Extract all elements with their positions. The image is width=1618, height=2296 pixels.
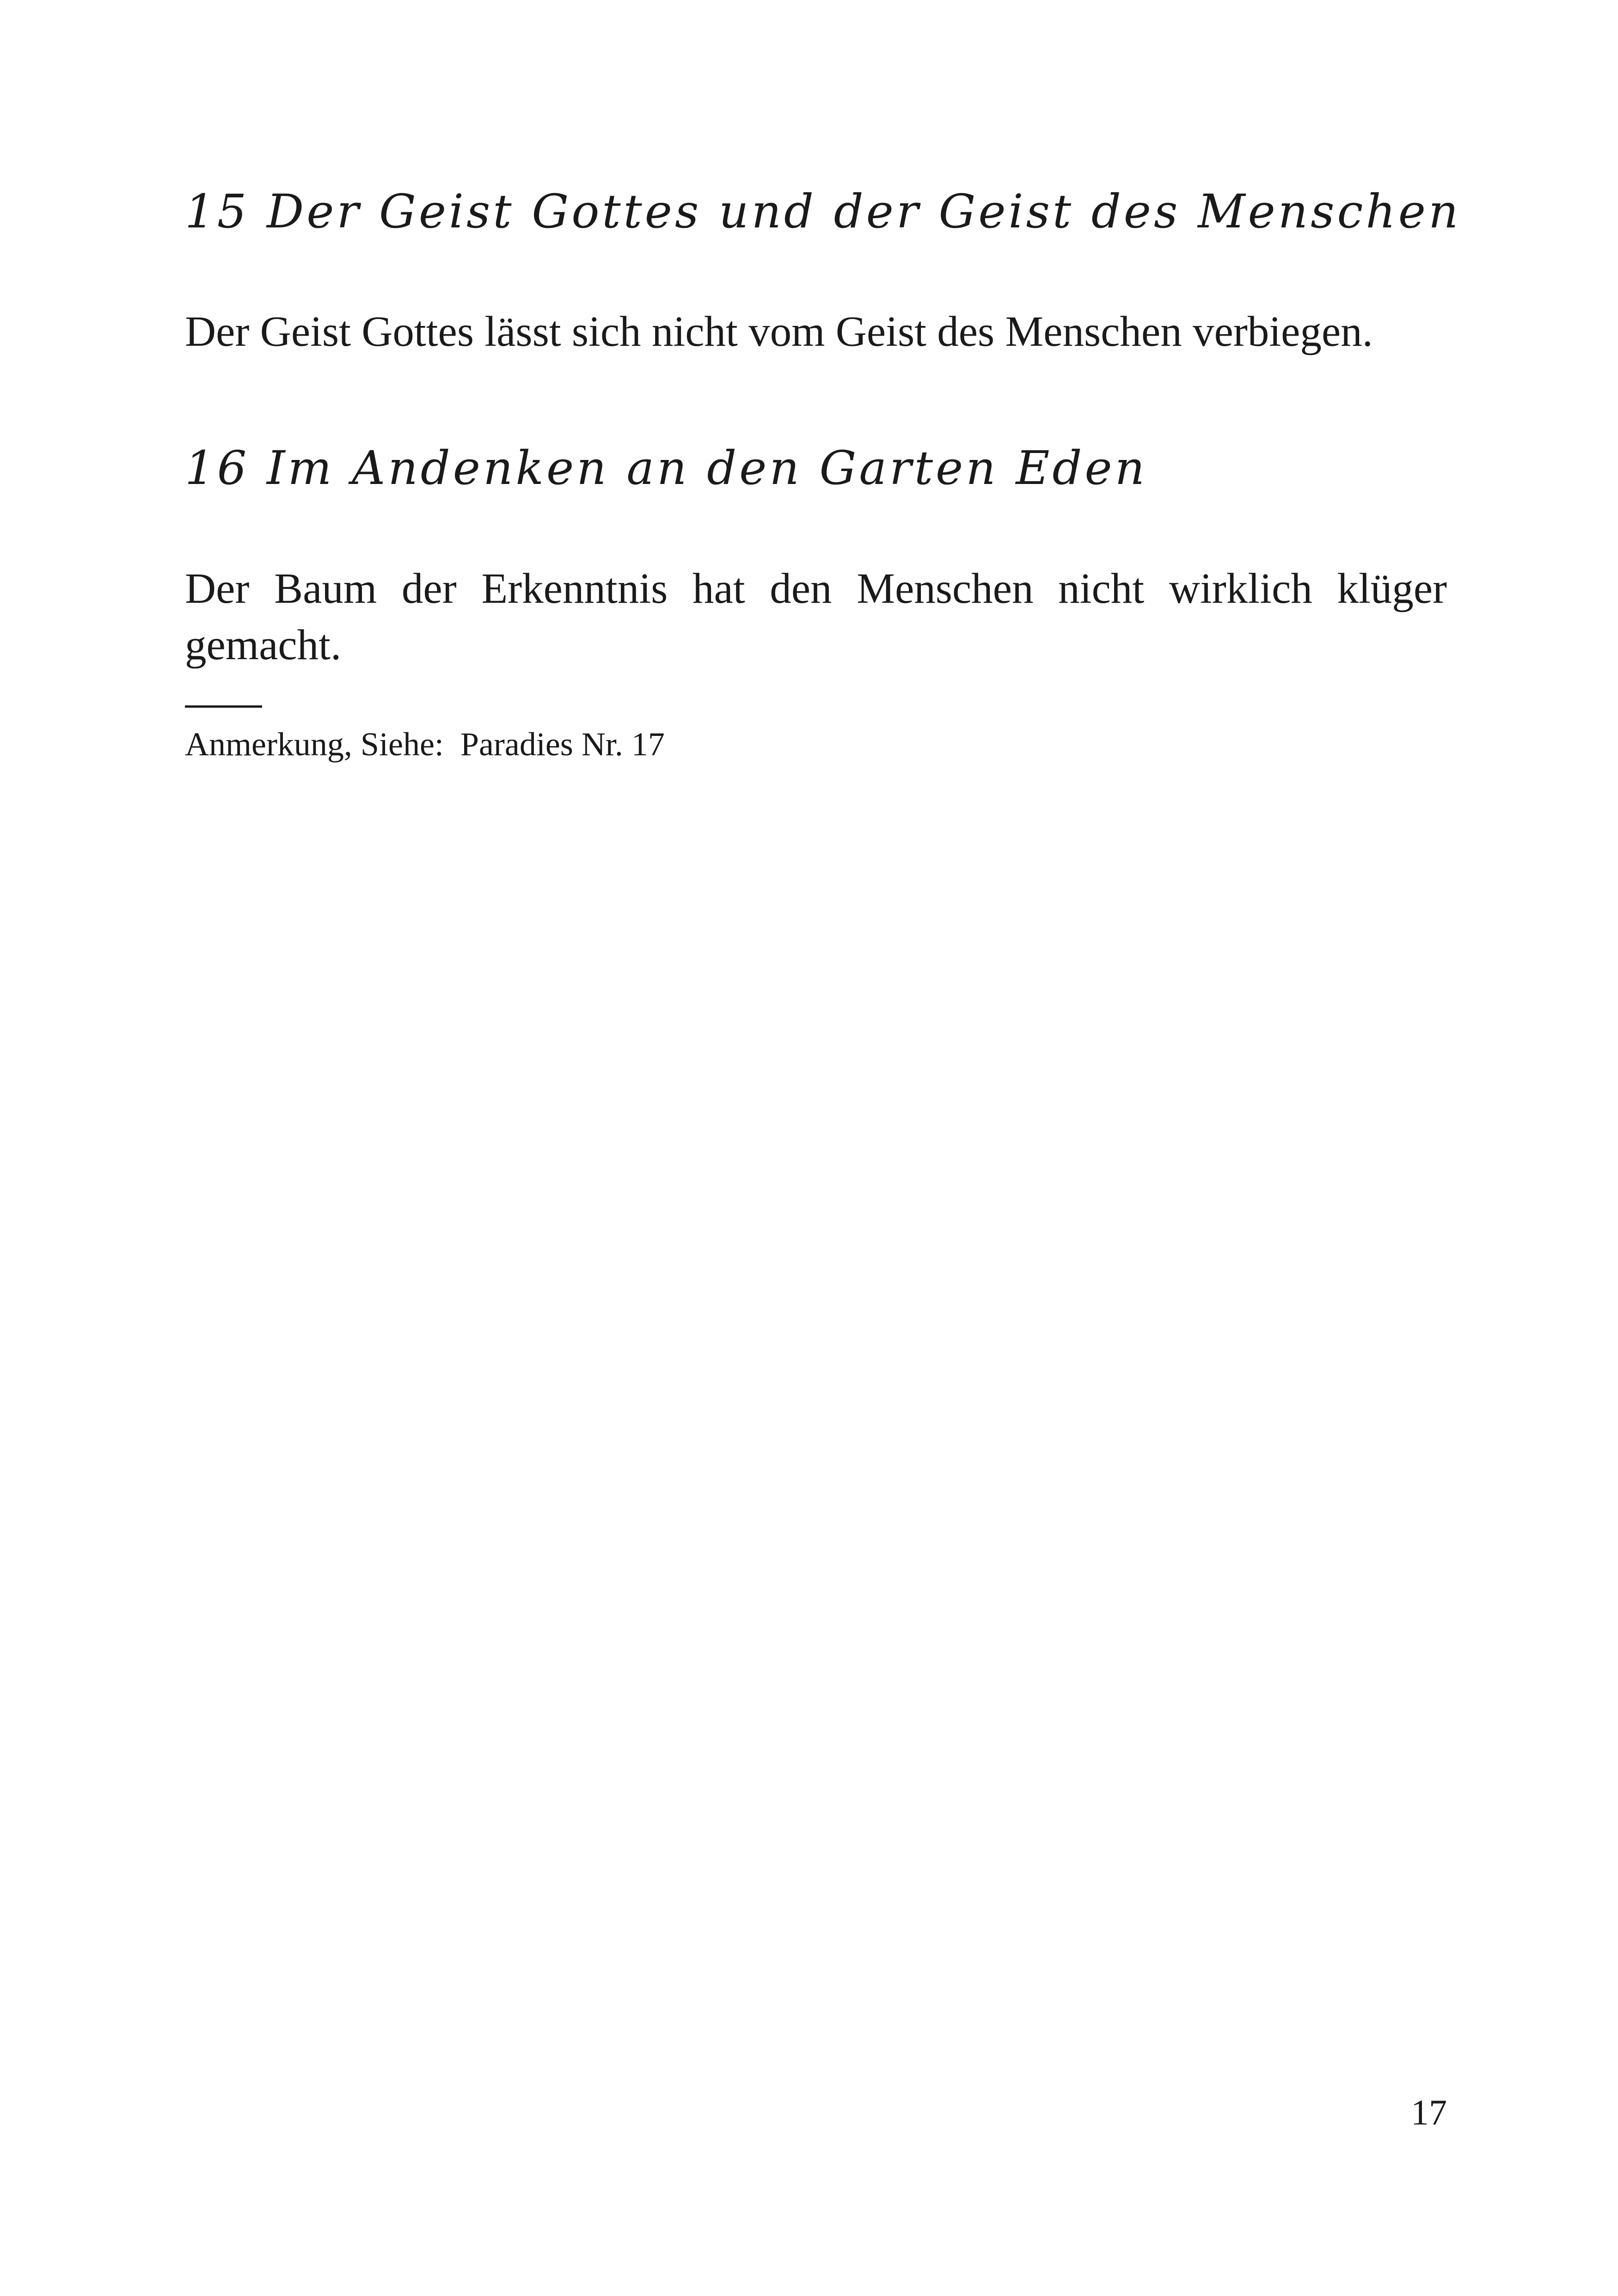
section-text-16: Der Baum der Erkenntnis hat den Menschen nicht wirklich klüger gemacht. [185, 565, 1447, 669]
footnote-divider [185, 705, 262, 708]
footnote: Anmerkung, Siehe: Paradies Nr. 17 [185, 726, 665, 763]
section-heading-16: 16 Im Andenken an den Garten Eden [185, 441, 1147, 495]
section-text-15: Der Geist Gottes lässt sich nicht vom Geist des Menschen verbiegen. [185, 308, 1373, 355]
section-heading-15: 15 Der Geist Gottes und der Geist des Menschen [185, 184, 1461, 239]
page-number: 17 [1411, 2092, 1447, 2132]
